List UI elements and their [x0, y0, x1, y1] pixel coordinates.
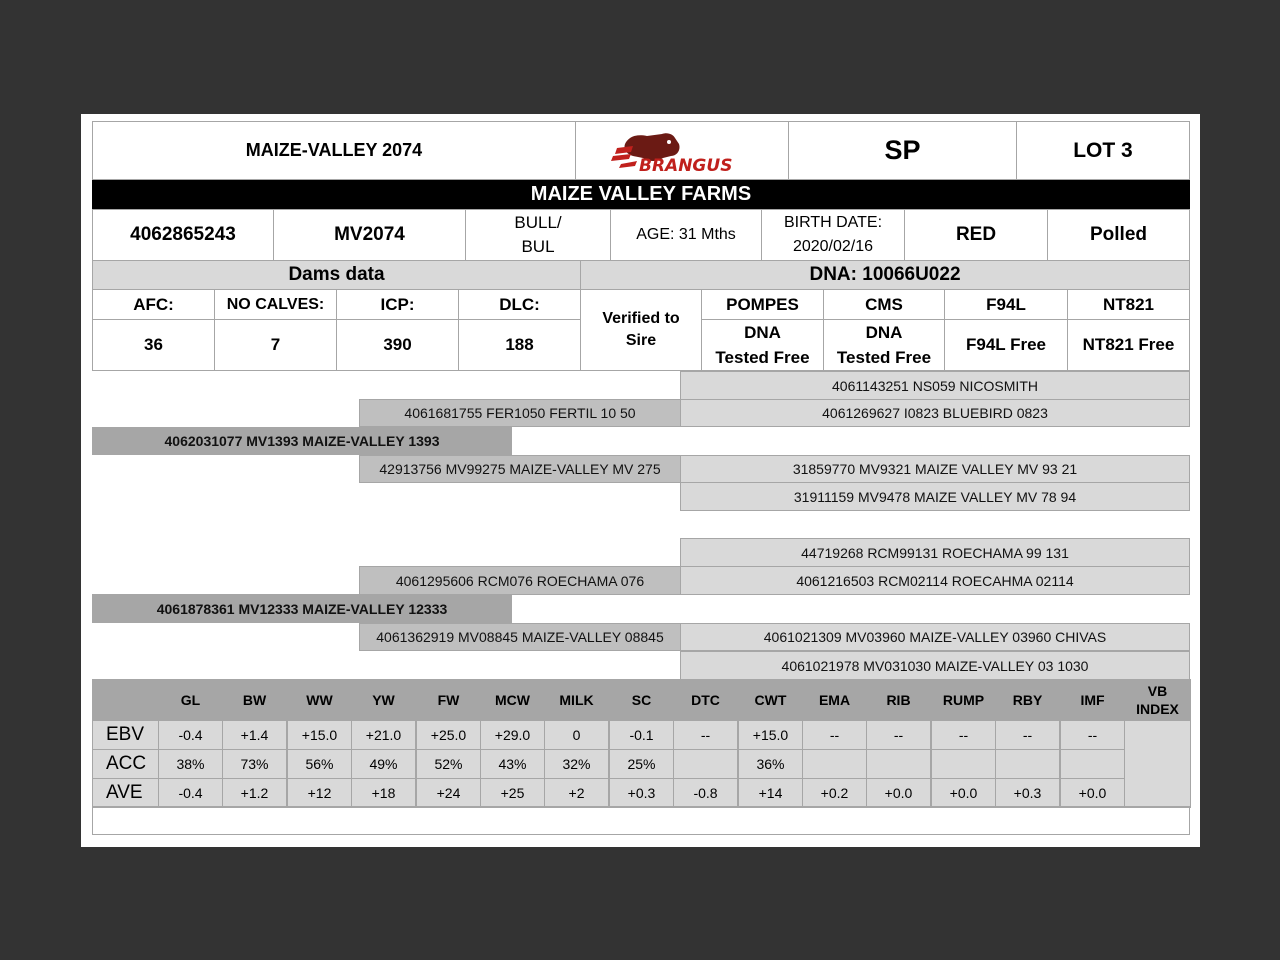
f94l-header: F94L [944, 289, 1068, 320]
sale-card [81, 114, 1200, 847]
sp-label: SP [788, 121, 1017, 180]
cms-result: DNA Tested Free [823, 319, 945, 371]
ebv-cell-acc-bw: 73% [222, 749, 287, 779]
pedigree-dam-dam: 4061362919 MV08845 MAIZE-VALLEY 08845 [359, 623, 681, 651]
pedigree-sire-sire: 4061681755 FER1050 FERTIL 10 50 [359, 399, 681, 427]
dlc-value: 188 [458, 319, 581, 371]
nt821-header: NT821 [1067, 289, 1190, 320]
ebv-cell-acc-sc: 25% [609, 749, 674, 779]
ebv-header-fw: FW [416, 679, 481, 721]
ebv-header-imf: IMF [1060, 679, 1125, 721]
ebv-header-ww: WW [287, 679, 352, 721]
ebv-cell-acc-mcw: 43% [480, 749, 545, 779]
ebv-cell-ave-imf: +0.0 [1060, 778, 1125, 808]
pedigree-dam: 4061878361 MV12333 MAIZE-VALLEY 12333 [92, 594, 512, 623]
ebv-cell-acc-gl: 38% [158, 749, 223, 779]
logo-text: BRANGUS [639, 155, 733, 176]
ebv-cell-ebv-mcw: +29.0 [480, 720, 545, 750]
ebv-cell-ebv-cwt: +15.0 [738, 720, 803, 750]
ebv-cell-acc-rump [931, 749, 996, 779]
cms-header: CMS [823, 289, 945, 320]
ebv-cell-ave-dtc: -0.8 [673, 778, 738, 808]
animal-polled: Polled [1047, 209, 1190, 261]
animal-age: AGE: 31 Mths [610, 209, 762, 261]
pedigree-sire: 4062031077 MV1393 MAIZE-VALLEY 1393 [92, 427, 512, 455]
ebv-cell-ave-milk: +2 [544, 778, 609, 808]
ebv-cell-ave-ww: +12 [287, 778, 352, 808]
pompes-header: POMPES [701, 289, 824, 320]
animal-color: RED [904, 209, 1048, 261]
ebv-header-dtc: DTC [673, 679, 738, 721]
ebv-cell-ave-bw: +1.2 [222, 778, 287, 808]
ebv-cell-ebv-fw: +25.0 [416, 720, 481, 750]
ebv-cell-ebv-milk: 0 [544, 720, 609, 750]
ebv-cell-ebv-rib: -- [866, 720, 931, 750]
ebv-cell-ave-mcw: +25 [480, 778, 545, 808]
ebv-cell-ebv-bw: +1.4 [222, 720, 287, 750]
ebv-cell-ave-gl: -0.4 [158, 778, 223, 808]
ebv-header-ema: EMA [802, 679, 867, 721]
ebv-cell-ave-rib: +0.0 [866, 778, 931, 808]
ebv-header-milk: MILK [544, 679, 609, 721]
ebv-cell-acc-ww: 56% [287, 749, 352, 779]
pedigree-sire-dam-dam: 31911159 MV9478 MAIZE VALLEY MV 78 94 [680, 482, 1190, 511]
pompes-result: DNA Tested Free [701, 319, 824, 371]
ebv-header-rump: RUMP [931, 679, 996, 721]
pedigree-sire-dam: 42913756 MV99275 MAIZE-VALLEY MV 275 [359, 455, 681, 483]
ebv-row-label-ebv: EBV [92, 720, 159, 750]
ebv-cell-ebv-dtc: -- [673, 720, 738, 750]
birth-date: 2020/02/16 [792, 238, 874, 255]
ebv-cell-acc-imf [1060, 749, 1125, 779]
ebv-cell-ebv-rby: -- [995, 720, 1060, 750]
ebv-cell-ave-ema: +0.2 [802, 778, 867, 808]
no-calves-value: 7 [214, 319, 337, 371]
afc-header: AFC: [92, 289, 215, 320]
icp-value: 390 [336, 319, 459, 371]
f94l-result: F94L Free [944, 319, 1068, 371]
ebv-cell-ave-yw: +18 [351, 778, 416, 808]
ebv-cell-acc-fw: 52% [416, 749, 481, 779]
pedigree-dam-sire: 4061295606 RCM076 ROECHAMA 076 [359, 566, 681, 595]
pedigree-sire-sire-dam: 4061269627 I0823 BLUEBIRD 0823 [680, 399, 1190, 427]
ebv-cell-ebv-yw: +21.0 [351, 720, 416, 750]
pedigree-dam-sire-sire: 44719268 RCM99131 ROECHAMA 99 131 [680, 538, 1190, 567]
animal-id: 4062865243 [92, 209, 274, 261]
ebv-table [81, 114, 1200, 847]
farm-banner: MAIZE VALLEY FARMS [92, 180, 1190, 209]
dams-data-title: Dams data [92, 260, 581, 290]
ebv-row-label-ave: AVE [92, 778, 159, 808]
ebv-cell-ebv-rump: -- [931, 720, 996, 750]
vb-index-header: VB INDEX [1124, 679, 1191, 721]
ebv-cell-acc-yw: 49% [351, 749, 416, 779]
ebv-header-mcw: MCW [480, 679, 545, 721]
ebv-row-label-acc: ACC [92, 749, 159, 779]
pedigree-dam-dam-sire: 4061021309 MV03960 MAIZE-VALLEY 03960 CHIVAS [680, 623, 1190, 651]
animal-sex: BULL/ BUL [465, 209, 611, 261]
animal-tag: MV2074 [273, 209, 466, 261]
ebv-cell-acc-ema [802, 749, 867, 779]
birth-date-label: BIRTH DATE: [783, 214, 883, 231]
ebv-cell-ave-fw: +24 [416, 778, 481, 808]
animal-name: MAIZE-VALLEY 2074 [92, 121, 576, 180]
ebv-cell-acc-rib [866, 749, 931, 779]
ebv-cell-acc-rby [995, 749, 1060, 779]
no-calves-header: NO CALVES: [214, 289, 337, 320]
ebv-header-bw: BW [222, 679, 287, 721]
ebv-cell-acc-dtc [673, 749, 738, 779]
footer-row [92, 806, 1190, 835]
ebv-header-cwt: CWT [738, 679, 803, 721]
ebv-corner-cell [92, 679, 159, 721]
icp-header: ICP: [336, 289, 459, 320]
ebv-cell-ave-cwt: +14 [738, 778, 803, 808]
afc-value: 36 [92, 319, 215, 371]
ebv-cell-ebv-ema: -- [802, 720, 867, 750]
ebv-header-gl: GL [158, 679, 223, 721]
pedigree-sire-sire-sire: 4061143251 NS059 NICOSMITH [680, 371, 1190, 400]
ebv-header-rby: RBY [995, 679, 1060, 721]
vb-index-value-cell [1124, 720, 1191, 808]
ebv-cell-ave-rby: +0.3 [995, 778, 1060, 808]
ebv-header-sc: SC [609, 679, 674, 721]
ebv-cell-ave-sc: +0.3 [609, 778, 674, 808]
ebv-cell-acc-cwt: 36% [738, 749, 803, 779]
ebv-cell-ebv-imf: -- [1060, 720, 1125, 750]
verified-to-sire: Verified to Sire [580, 289, 702, 371]
nt821-result: NT821 Free [1067, 319, 1190, 371]
pedigree-dam-sire-dam: 4061216503 RCM02114 ROECAHMA 02114 [680, 566, 1190, 595]
pedigree-dam-dam-dam: 4061021978 MV031030 MAIZE-VALLEY 03 1030 [680, 651, 1190, 680]
ebv-cell-ebv-sc: -0.1 [609, 720, 674, 750]
ebv-cell-ebv-gl: -0.4 [158, 720, 223, 750]
dlc-header: DLC: [458, 289, 581, 320]
dna-title: DNA: 10066U022 [580, 260, 1190, 290]
ebv-header-yw: YW [351, 679, 416, 721]
ebv-header-rib: RIB [866, 679, 931, 721]
lot-number: LOT 3 [1016, 121, 1190, 180]
ebv-cell-ave-rump: +0.0 [931, 778, 996, 808]
ebv-cell-acc-milk: 32% [544, 749, 609, 779]
pedigree-sire-dam-sire: 31859770 MV9321 MAIZE VALLEY MV 93 21 [680, 455, 1190, 483]
ebv-cell-ebv-ww: +15.0 [287, 720, 352, 750]
